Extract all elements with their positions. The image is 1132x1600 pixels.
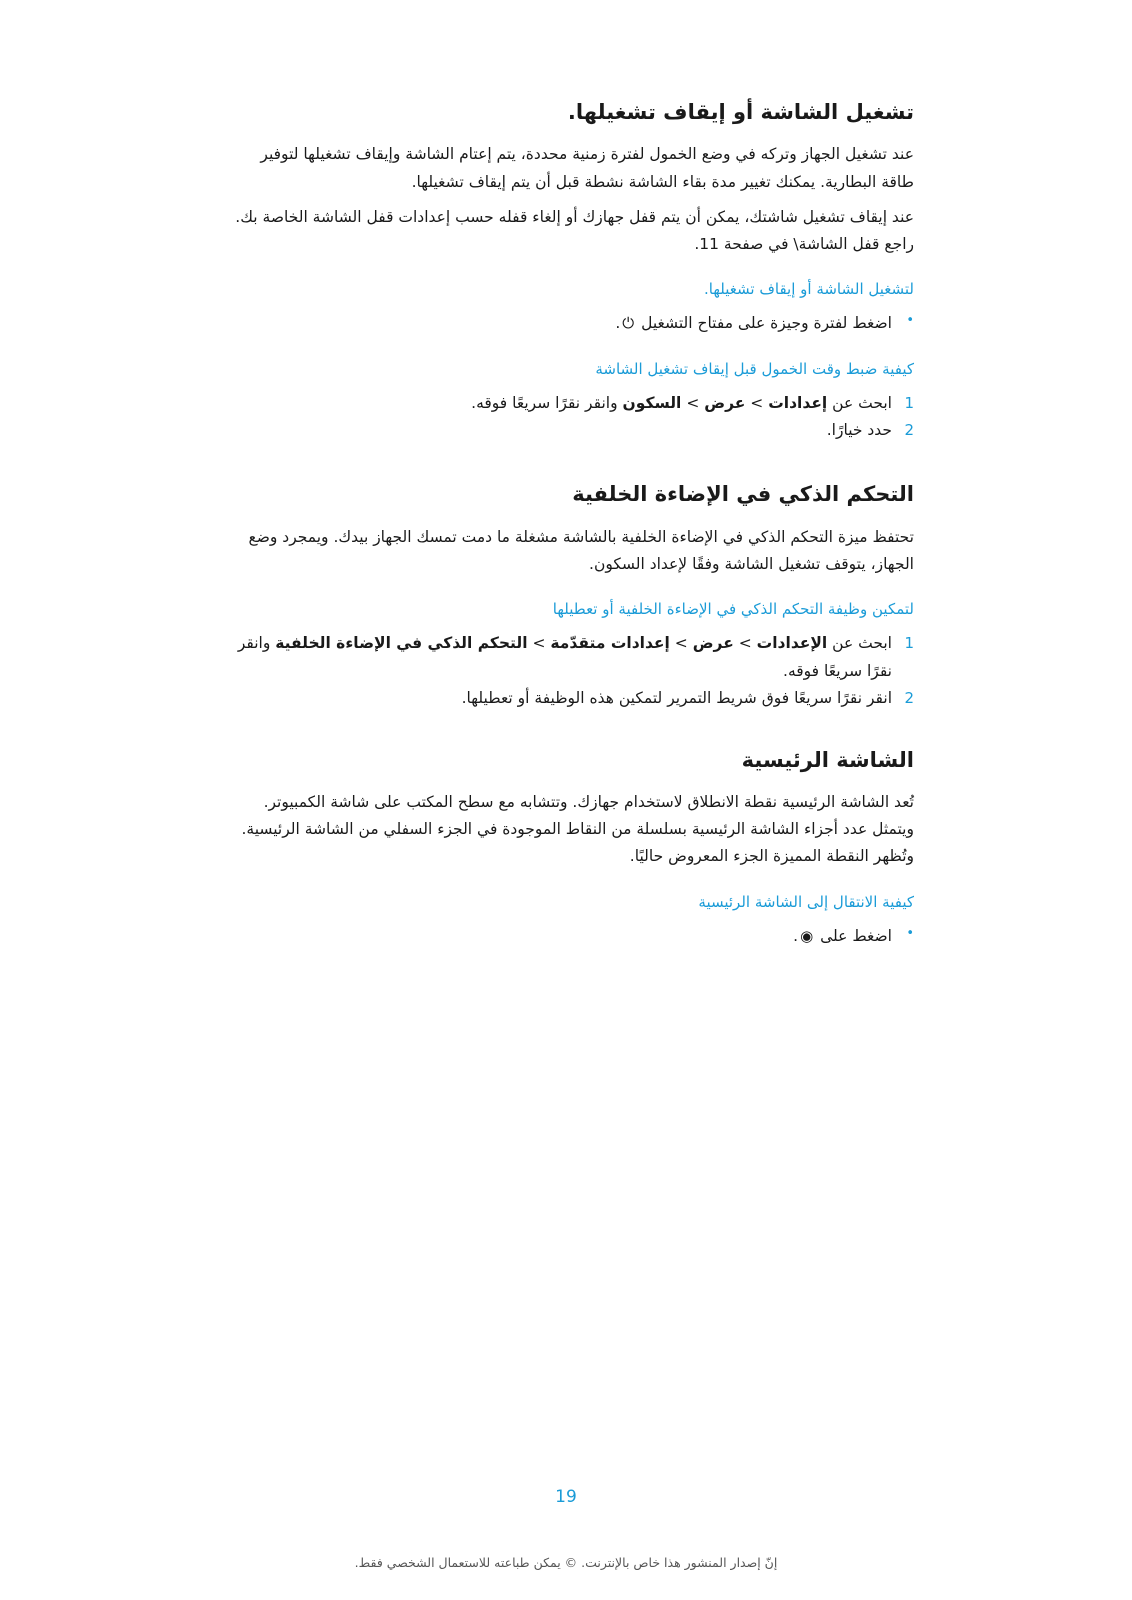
path-separator: > bbox=[686, 394, 700, 413]
setting-path-item: عرض bbox=[692, 634, 734, 653]
setting-path-item: إعدادات متقدّمة bbox=[550, 634, 670, 653]
subheading: لتمكين وظيفة التحكم الذكي في الإضاءة الخلفية أو تعطيلها bbox=[552, 599, 914, 618]
setting-path-item: السكون bbox=[622, 394, 682, 413]
footer-notice: إنّ إصدار المنشور هذا خاص بالإنترنت. © يمكن طباعته للاستعمال الشخصي فقط. bbox=[354, 1555, 778, 1570]
step-number: 2 bbox=[904, 421, 914, 440]
step-number: 1 bbox=[904, 394, 914, 413]
list-item-end: . bbox=[793, 927, 799, 946]
subheading: كيفية ضبط وقت الخمول قبل إيقاف تشغيل الشاشة bbox=[595, 359, 914, 378]
section-smart-backlight bbox=[224, 480, 914, 712]
step-number: 2 bbox=[904, 688, 914, 707]
setting-path-item: التحكم الذكي في الإضاءة الخلفية bbox=[275, 634, 528, 653]
bullet-list bbox=[224, 310, 914, 337]
step-item bbox=[224, 630, 914, 684]
step-text: ابحث عن bbox=[832, 394, 892, 413]
subheading: لتشغيل الشاشة أو إيقاف تشغيلها. bbox=[704, 279, 914, 298]
step-text: حدد خيارًا. bbox=[826, 421, 892, 440]
step-text: ابحث عن bbox=[832, 634, 892, 653]
path-separator: > bbox=[532, 634, 546, 653]
paragraph: عند إيقاف تشغيل شاشتك، يمكن أن يتم قفل جهازك أو إلغاء قفله حسب إعدادات قفل الشاشة الخاصة بك. راجع قفل الشاشة\ في صفحة 11. bbox=[235, 207, 914, 253]
subheading: كيفية الانتقال إلى الشاشة الرئيسية bbox=[698, 892, 914, 911]
step-number: 1 bbox=[904, 634, 914, 653]
list-item bbox=[224, 310, 914, 337]
bullet-icon: • bbox=[906, 313, 914, 329]
section-home-screen bbox=[224, 746, 914, 950]
home-icon: ◉ bbox=[800, 927, 814, 946]
setting-path-item: الإعدادات bbox=[756, 634, 828, 653]
paragraph: تحتفظ ميزة التحكم الذكي في الإضاءة الخلفية بالشاشة مشغلة ما دمت تمسك الجهاز بيدك. ويمجرد وضع الجهاز، يتوقف تشغيل الشاشة وفقًا لإعداد السكون. bbox=[248, 527, 914, 573]
page-number: 19 bbox=[555, 1487, 577, 1507]
setting-path-item: إعدادات bbox=[768, 394, 828, 413]
bullet-list bbox=[224, 923, 914, 950]
step-item bbox=[224, 390, 914, 417]
step-text: وانقر نقرًا سريعًا فوقه. bbox=[237, 634, 892, 680]
paragraph: عند تشغيل الجهاز وتركه في وضع الخمول لفترة زمنية محددة، يتم إعتام الشاشة وإيقاف تشغيلها لتوفير طاقة البطارية. يمكنك تغيير مدة بقاء الشاشة نشطة قبل أن يتم إيقاف تشغيلها. bbox=[260, 145, 914, 191]
section-title: تشغيل الشاشة أو إيقاف تشغيلها. bbox=[567, 100, 914, 124]
step-item bbox=[224, 417, 914, 444]
section-title: التحكم الذكي في الإضاءة الخلفية bbox=[572, 482, 914, 507]
section-title: الشاشة الرئيسية bbox=[741, 747, 914, 772]
list-item-text: اضغط لفترة وجيزة على مفتاح التشغيل bbox=[641, 314, 892, 333]
list-item bbox=[224, 923, 914, 950]
step-text: وانقر نقرًا سريعًا فوقه. bbox=[471, 394, 618, 413]
setting-path-item: عرض bbox=[704, 394, 746, 413]
steps-list bbox=[224, 630, 914, 711]
path-separator: > bbox=[750, 394, 764, 413]
steps-list bbox=[224, 390, 914, 444]
step-item bbox=[224, 685, 914, 712]
section-screen-on-off bbox=[224, 98, 914, 444]
step-text: انقر نقرًا سريعًا فوق شريط التمرير لتمكين هذه الوظيفة أو تعطيلها. bbox=[461, 688, 892, 707]
list-item-text: اضغط على bbox=[820, 927, 892, 946]
power-icon: ⏻ bbox=[622, 314, 635, 333]
bullet-icon: • bbox=[906, 926, 914, 942]
list-item-end: . bbox=[615, 314, 621, 333]
path-separator: > bbox=[674, 634, 688, 653]
paragraph: تُعد الشاشة الرئيسية نقطة الانطلاق لاستخدام جهازك. وتتشابه مع سطح المكتب على شاشة الكمبيوتر. ويتمثل عدد أجزاء الشاشة الرئيسية بسلسلة من النقاط الموجودة في الجزء السفلي من الشاشة الرئيسية. وتُظهر النقطة المميزة الجزء المعروض حاليًا. bbox=[241, 793, 914, 866]
page-content bbox=[224, 98, 914, 950]
path-separator: > bbox=[738, 634, 752, 653]
